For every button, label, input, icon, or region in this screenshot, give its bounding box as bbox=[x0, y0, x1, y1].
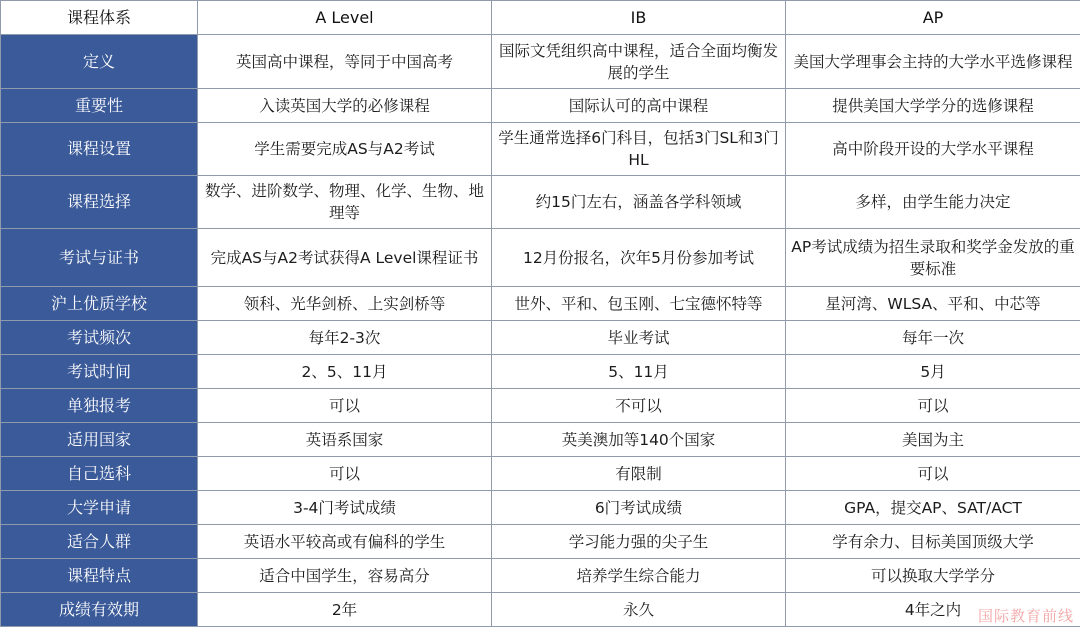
table-row bbox=[1, 176, 1080, 229]
table-cell: 学生需要完成AS与A2考试 bbox=[198, 123, 492, 176]
table-cell: 可以 bbox=[786, 389, 1080, 423]
row-label: 自己选科 bbox=[1, 457, 198, 491]
table-row bbox=[1, 321, 1080, 355]
row-label: 课程特点 bbox=[1, 559, 198, 593]
table-row bbox=[1, 287, 1080, 321]
table-row bbox=[1, 123, 1080, 176]
row-label: 考试时间 bbox=[1, 355, 198, 389]
table-cell: 美国为主 bbox=[786, 423, 1080, 457]
table-cell: 高中阶段开设的大学水平课程 bbox=[786, 123, 1080, 176]
row-label: 沪上优质学校 bbox=[1, 287, 198, 321]
table-cell: 世外、平和、包玉刚、七宝德怀特等 bbox=[492, 287, 786, 321]
row-label: 考试频次 bbox=[1, 321, 198, 355]
table-cell: 2、5、11月 bbox=[198, 355, 492, 389]
table-row bbox=[1, 423, 1080, 457]
row-label: 适用国家 bbox=[1, 423, 198, 457]
table-row bbox=[1, 525, 1080, 559]
table-cell: 入读英国大学的必修课程 bbox=[198, 89, 492, 123]
table-cell: 学生通常选择6门科目，包括3门SL和3门HL bbox=[492, 123, 786, 176]
table-cell: 国际文凭组织高中课程，适合全面均衡发展的学生 bbox=[492, 35, 786, 89]
table-cell: 英国高中课程，等同于中国高考 bbox=[198, 35, 492, 89]
row-label: 单独报考 bbox=[1, 389, 198, 423]
table-cell: 学有余力、目标美国顶级大学 bbox=[786, 525, 1080, 559]
table-cell: 英美澳加等140个国家 bbox=[492, 423, 786, 457]
table-row bbox=[1, 35, 1080, 89]
table-cell: 约15门左右，涵盖各学科领域 bbox=[492, 176, 786, 229]
table-cell: 永久 bbox=[492, 593, 786, 627]
table-cell: 数学、进阶数学、物理、化学、生物、地理等 bbox=[198, 176, 492, 229]
table-cell: 美国大学理事会主持的大学水平选修课程 bbox=[786, 35, 1080, 89]
table-cell: 领科、光华剑桥、上实剑桥等 bbox=[198, 287, 492, 321]
row-label: 课程选择 bbox=[1, 176, 198, 229]
table-cell: 每年一次 bbox=[786, 321, 1080, 355]
table-cell: 培养学生综合能力 bbox=[492, 559, 786, 593]
table-cell: 12月份报名，次年5月份参加考试 bbox=[492, 229, 786, 287]
table-cell: 不可以 bbox=[492, 389, 786, 423]
row-label: 定义 bbox=[1, 35, 198, 89]
table-cell: 英语系国家 bbox=[198, 423, 492, 457]
table-cell: 3-4门考试成绩 bbox=[198, 491, 492, 525]
table-cell: 4年之内 bbox=[786, 593, 1080, 627]
row-label: 适合人群 bbox=[1, 525, 198, 559]
watermark-text: 国际教育前线 bbox=[977, 607, 1074, 625]
table-cell: 可以 bbox=[198, 389, 492, 423]
table-cell: 提供美国大学学分的选修课程 bbox=[786, 89, 1080, 123]
header-a-level: A Level bbox=[198, 1, 492, 35]
table-row bbox=[1, 491, 1080, 525]
table-cell: GPA，提交AP、SAT/ACT bbox=[786, 491, 1080, 525]
table-cell: 有限制 bbox=[492, 457, 786, 491]
table-cell: 星河湾、WLSA、平和、中芯等 bbox=[786, 287, 1080, 321]
table-cell: 毕业考试 bbox=[492, 321, 786, 355]
row-label: 考试与证书 bbox=[1, 229, 198, 287]
table-cell: 5、11月 bbox=[492, 355, 786, 389]
table-cell: 国际认可的高中课程 bbox=[492, 89, 786, 123]
table-cell: 适合中国学生，容易高分 bbox=[198, 559, 492, 593]
row-label: 重要性 bbox=[1, 89, 198, 123]
table-row bbox=[1, 389, 1080, 423]
table-row bbox=[1, 89, 1080, 123]
header-label: 课程体系 bbox=[1, 1, 198, 35]
table-cell: 2年 bbox=[198, 593, 492, 627]
table-cell: 5月 bbox=[786, 355, 1080, 389]
table-row bbox=[1, 457, 1080, 491]
table-cell: 6门考试成绩 bbox=[492, 491, 786, 525]
row-label: 成绩有效期 bbox=[1, 593, 198, 627]
row-label: 大学申请 bbox=[1, 491, 198, 525]
table-cell: AP考试成绩为招生录取和奖学金发放的重要标准 bbox=[786, 229, 1080, 287]
row-label: 课程设置 bbox=[1, 123, 198, 176]
table-cell: 多样，由学生能力决定 bbox=[786, 176, 1080, 229]
table-cell: 可以换取大学学分 bbox=[786, 559, 1080, 593]
table-cell: 完成AS与A2考试获得A Level课程证书 bbox=[198, 229, 492, 287]
table-cell: 学习能力强的尖子生 bbox=[492, 525, 786, 559]
table-row bbox=[1, 559, 1080, 593]
table-cell: 可以 bbox=[786, 457, 1080, 491]
table-cell: 英语水平较高或有偏科的学生 bbox=[198, 525, 492, 559]
header-row bbox=[1, 1, 1080, 35]
header-ib: IB bbox=[492, 1, 786, 35]
table-row bbox=[1, 355, 1080, 389]
table-cell: 可以 bbox=[198, 457, 492, 491]
header-ap: AP bbox=[786, 1, 1080, 35]
table-row bbox=[1, 593, 1080, 627]
table-row bbox=[1, 229, 1080, 287]
table-cell: 每年2-3次 bbox=[198, 321, 492, 355]
